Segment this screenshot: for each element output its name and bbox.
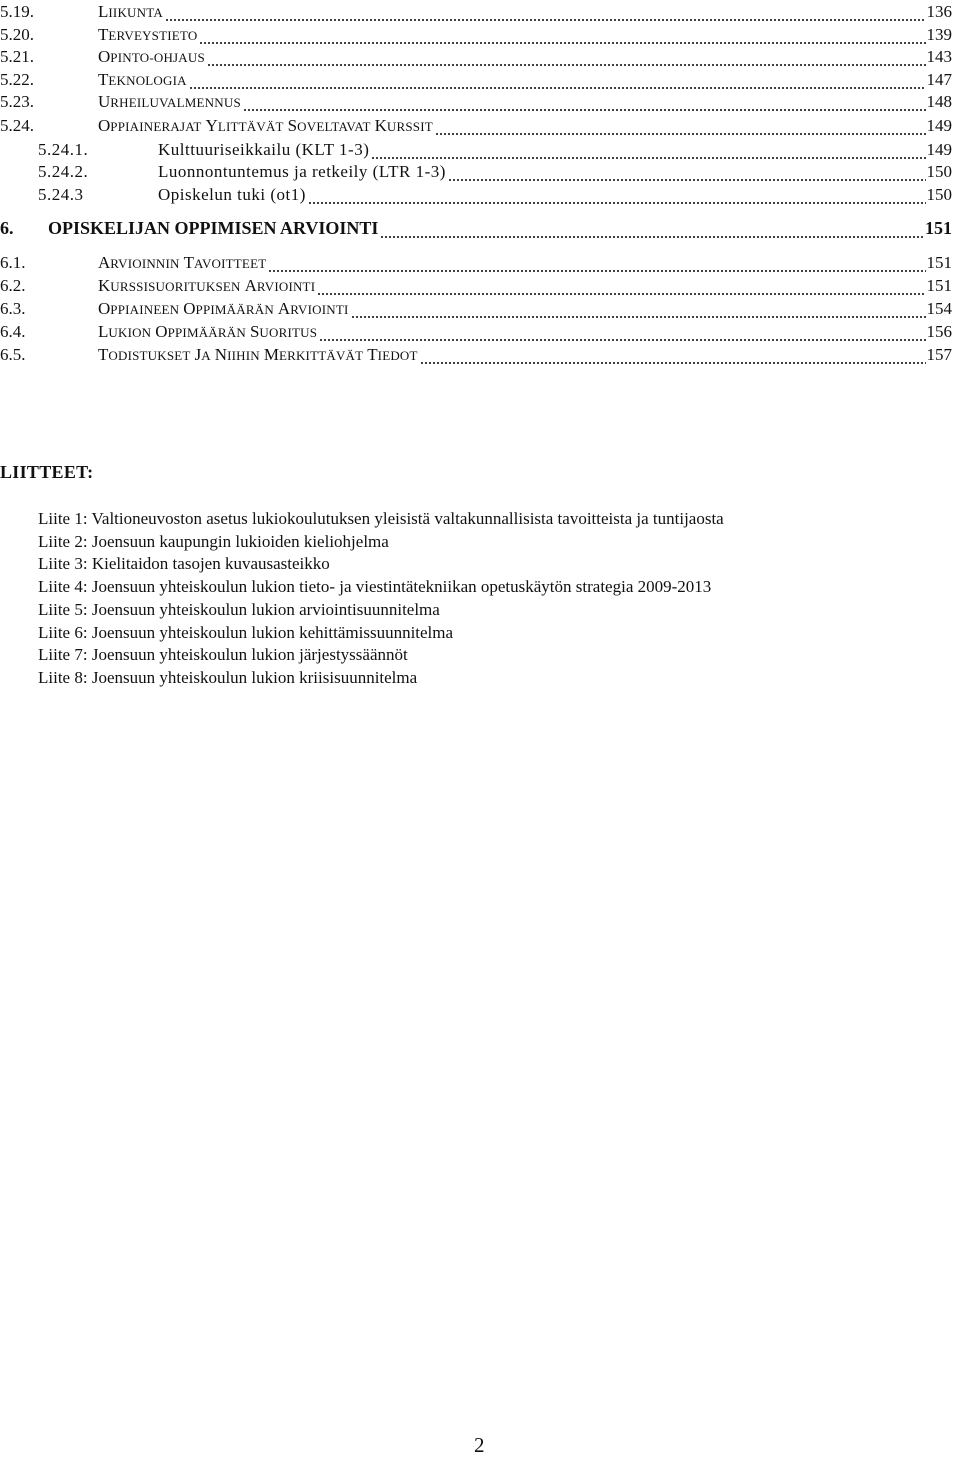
toc-entry-page: 157 <box>926 345 952 364</box>
toc-dot-leader <box>380 236 924 238</box>
toc-dot-leader <box>199 42 925 44</box>
toc-entry-title: KURSSISUORITUKSEN ARVIOINTI <box>98 276 316 295</box>
toc-dot-leader <box>243 109 926 111</box>
toc-entry[interactable] <box>0 116 960 138</box>
toc-entry-number: 5.21. <box>0 47 34 66</box>
toc-entry[interactable] <box>0 299 960 321</box>
toc-entry-page: 149 <box>926 116 952 135</box>
toc-entry-number: 5.23. <box>0 92 34 111</box>
toc-entry-page: 151 <box>925 218 952 238</box>
toc-entry-page: 143 <box>926 47 952 66</box>
toc-entry[interactable] <box>0 185 960 207</box>
toc-entry-number: 5.24.2. <box>38 162 89 181</box>
toc-entry[interactable] <box>0 322 960 344</box>
toc-entry[interactable] <box>0 70 960 92</box>
toc-entry-title: URHEILUVALMENNUS <box>98 92 241 111</box>
toc-entry-page: 149 <box>926 140 952 159</box>
appendix-item: Liite 3: Kielitaidon tasojen kuvausasteikko <box>38 554 330 574</box>
toc-entry-page: 148 <box>926 92 952 111</box>
appendix-item: Liite 8: Joensuun yhteiskoulun lukion kriisisuunnitelma <box>38 667 418 687</box>
toc-entry-title: OPPIAINEEN OPPIMÄÄRÄN ARVIOINTI <box>98 299 349 318</box>
toc-entry-title: TODISTUKSET JA NIIHIN MERKITTÄVÄT TIEDOT <box>98 345 418 364</box>
toc-entry-page: 147 <box>926 70 952 89</box>
appendix-item: Liite 1: Valtioneuvoston asetus lukiokoulutuksen yleisistä valtakunnallisista tavoitteista ja tuntijaosta <box>38 509 724 528</box>
toc-entry-page: 139 <box>926 25 952 44</box>
toc-entry-number: 6.2. <box>0 276 26 295</box>
appendix-item: Liite 5: Joensuun yhteiskoulun lukion arviointisuunnitelma <box>38 599 440 619</box>
toc-entry[interactable] <box>0 2 960 24</box>
toc-entry-number: 6. <box>0 218 14 238</box>
toc-entry[interactable] <box>0 47 960 69</box>
toc-dot-leader <box>308 202 926 204</box>
toc-entry-number: 5.19. <box>0 2 34 21</box>
toc-entry-number: 6.5. <box>0 345 26 364</box>
toc-entry-title: Opiskelun tuki (ot1) <box>158 185 306 204</box>
toc-entry-title: ARVIOINNIN TAVOITTEET <box>98 253 267 272</box>
toc-entry-number: 5.24. <box>0 116 34 135</box>
toc-dot-leader <box>448 179 926 181</box>
toc-entry-title: Luonnontuntemus ja retkeily (LTR 1-3) <box>158 162 446 181</box>
toc-entry-title: Kulttuuriseikkailu (KLT 1-3) <box>158 140 370 159</box>
appendix-item: Liite 6: Joensuun yhteiskoulun lukion kehittämissuunnitelma <box>38 622 454 642</box>
toc-dot-leader <box>189 87 926 89</box>
toc-entry-page: 154 <box>926 299 952 318</box>
toc-entry-number: 5.24.3 <box>38 185 84 204</box>
toc-entry-title: OPISKELIJAN OPPIMISEN ARVIOINTI <box>48 218 379 238</box>
toc-entry-page: 151 <box>926 253 952 272</box>
page-number: 2 <box>474 1433 485 1457</box>
toc-dot-leader <box>165 19 926 21</box>
toc-entry[interactable] <box>0 162 960 184</box>
toc-entry[interactable] <box>0 218 960 240</box>
toc-entry[interactable] <box>0 253 960 275</box>
appendix-item: Liite 7: Joensuun yhteiskoulun lukion järjestyssäännöt <box>38 645 408 665</box>
toc-entry-title: TEKNOLOGIA <box>98 70 187 89</box>
toc-dot-leader <box>351 316 926 318</box>
toc-dot-leader <box>317 293 925 295</box>
appendices-heading: LIITTEET: <box>0 462 94 482</box>
toc-dot-leader <box>420 362 926 364</box>
toc-entry-title: LIIKUNTA <box>98 2 163 21</box>
toc-entry-page: 156 <box>926 322 952 341</box>
toc-dot-leader <box>435 133 926 135</box>
toc-entry-number: 6.1. <box>0 253 26 272</box>
toc-dot-leader <box>371 157 925 159</box>
toc-entry[interactable] <box>0 25 960 47</box>
toc-dot-leader <box>268 270 925 272</box>
toc-entry-page: 150 <box>926 185 952 204</box>
toc-entry-number: 5.20. <box>0 25 34 44</box>
toc-entry[interactable] <box>0 92 960 114</box>
toc-entry-page: 150 <box>926 162 952 181</box>
toc-entry-page: 151 <box>926 276 952 295</box>
toc-entry[interactable] <box>0 140 960 162</box>
toc-entry-number: 6.3. <box>0 299 26 318</box>
appendix-item: Liite 4: Joensuun yhteiskoulun lukion tieto- ja viestintätekniikan opetuskäytön strategia 2009-2013 <box>38 577 712 597</box>
toc-entry[interactable] <box>0 345 960 367</box>
toc-entry-title: OPINTO-OHJAUS <box>98 47 205 66</box>
toc-entry-page: 136 <box>926 2 952 21</box>
toc-entry[interactable] <box>0 276 960 298</box>
appendix-item: Liite 2: Joensuun kaupungin lukioiden kieliohjelma <box>38 531 389 551</box>
toc-entry-number: 5.24.1. <box>38 140 89 159</box>
appendix-list <box>38 508 724 690</box>
toc-entry-number: 5.22. <box>0 70 34 89</box>
toc-entry-title: LUKION OPPIMÄÄRÄN SUORITUS <box>98 322 318 341</box>
toc-dot-leader <box>207 64 926 66</box>
toc-entry-title: OPPIAINERAJAT YLITTÄVÄT SOVELTAVAT KURSSIT <box>98 116 433 135</box>
toc-entry-number: 6.4. <box>0 322 26 341</box>
toc-dot-leader <box>319 339 925 341</box>
toc-entry-title: TERVEYSTIETO <box>98 25 198 44</box>
